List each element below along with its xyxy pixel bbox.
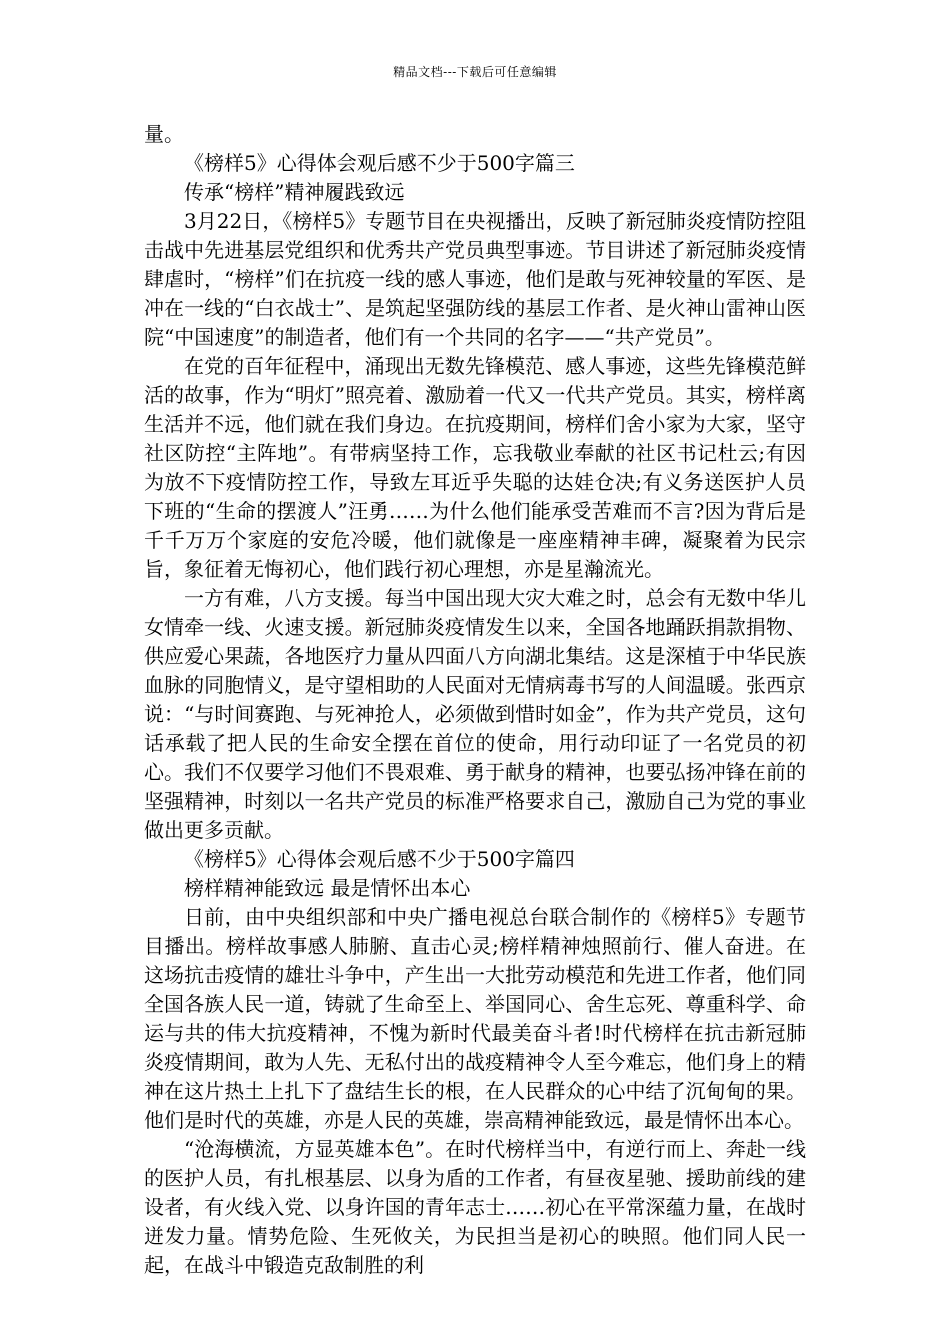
page-header: 精品文档---下载后可任意编辑 <box>393 65 557 79</box>
section-subtitle-part-three: 传承“榜样”精神履践致远 <box>184 180 405 204</box>
paragraph: 3月22日，《榜样5》专题节目在央视播出，反映了新冠肺炎疫情防控阻击战中先进基层党组织和优秀共产党员典型事迹。节目讲述了新冠肺炎疫情肆虐时，“榜样”们在抗疫一线的感人事迹，他们是敢与死神较量的军医、是冲在一线的“白衣战士”、是筑起坚强防线的基层工作者、是火神山雷神山医院“中国速度”的制造者，他们有一个共同的名字——“共产党员”。 <box>144 209 806 349</box>
document-body <box>144 120 806 1280</box>
paragraph: 一方有难，八方支援。每当中国出现大灾大难之时，总会有无数中华儿女情牵一线、火速支援。新冠肺炎疫情发生以来，全国各地踊跃捐款捐物、供应爱心果蔬，各地医疗力量从四面八方向湖北集结。这是深植于中华民族血脉的同胞情义，是守望相助的人民面对无情病毒书写的人间温暖。张西京说：“与时间赛跑、与死神抢人，必须做到惜时如金”，作为共产党员，这句话承载了把人民的生命安全摆在首位的使命，用行动印证了一名党员的初心。我们不仅要学习他们不畏艰难、勇于献身的精神，也要弘扬冲锋在前的坚强精神，时刻以一名共产党员的标准严格要求自己，激励自己为党的事业做出更多贡献。 <box>144 586 806 842</box>
paragraph: 日前，由中央组织部和中央广播电视总台联合制作的《榜样5》专题节目播出。榜样故事感人肺腑、直击心灵;榜样精神烛照前行、催人奋进。在这场抗击疫情的雄壮斗争中，产生出一大批劳动模范和先进工作者，他们同全国各族人民一道，铸就了生命至上、举国同心、舍生忘死、尊重科学、命运与共的伟大抗疫精神，不愧为新时代最美奋斗者!时代榜样在抗击新冠肺炎疫情期间，敢为人先、无私付出的战疫精神令人至今难忘，他们身上的精神在这片热土上扎下了盘结生长的根，在人民群众的心中结了沉甸甸的果。他们是时代的英雄，亦是人民的英雄，崇高精神能致远，最是情怀出本心。 <box>144 905 806 1132</box>
section-title-part-four: 《榜样5》心得体会观后感不少于500字篇四 <box>184 847 575 871</box>
section-subtitle-part-four: 榜样精神能致远 最是情怀出本心 <box>184 876 471 900</box>
paragraph: “沧海横流，方显英雄本色”。在时代榜样当中，有逆行而上、奔赴一线的医护人员，有扎根基层、以身为盾的工作者，有昼夜星驰、援助前线的建设者，有火线入党、以身许国的青年志士……初心在平常深蕴力量，在战时迸发力量。情势危险、生死攸关，为民担当是初心的映照。他们同人民一起，在战斗中锻造克敌制胜的利 <box>144 1137 806 1277</box>
paragraph: 在党的百年征程中，涌现出无数先锋模范、感人事迹，这些先锋模范鲜活的故事，作为“明灯”照亮着、激励着一代又一代共产党员。其实，榜样离生活并不远，他们就在我们身边。在抗疫期间，榜样们舍小家为大家，坚守社区防控“主阵地”。有带病坚持工作，忘我敬业奉献的社区书记杜云;有因为放不下疫情防控工作，导致左耳近乎失聪的达娃仓决;有义务送医护人员下班的“生命的摆渡人”汪勇……为什么他们能承受苦难而不言?因为背后是千千万万个家庭的安危冷暖，他们就像是一座座精神丰碑，凝聚着为民宗旨，象征着无悔初心，他们践行初心理想，亦是星瀚流光。 <box>144 354 806 581</box>
section-title-part-three: 《榜样5》心得体会观后感不少于500字篇三 <box>184 151 575 175</box>
paragraph-continuation: 量。 <box>144 122 184 146</box>
